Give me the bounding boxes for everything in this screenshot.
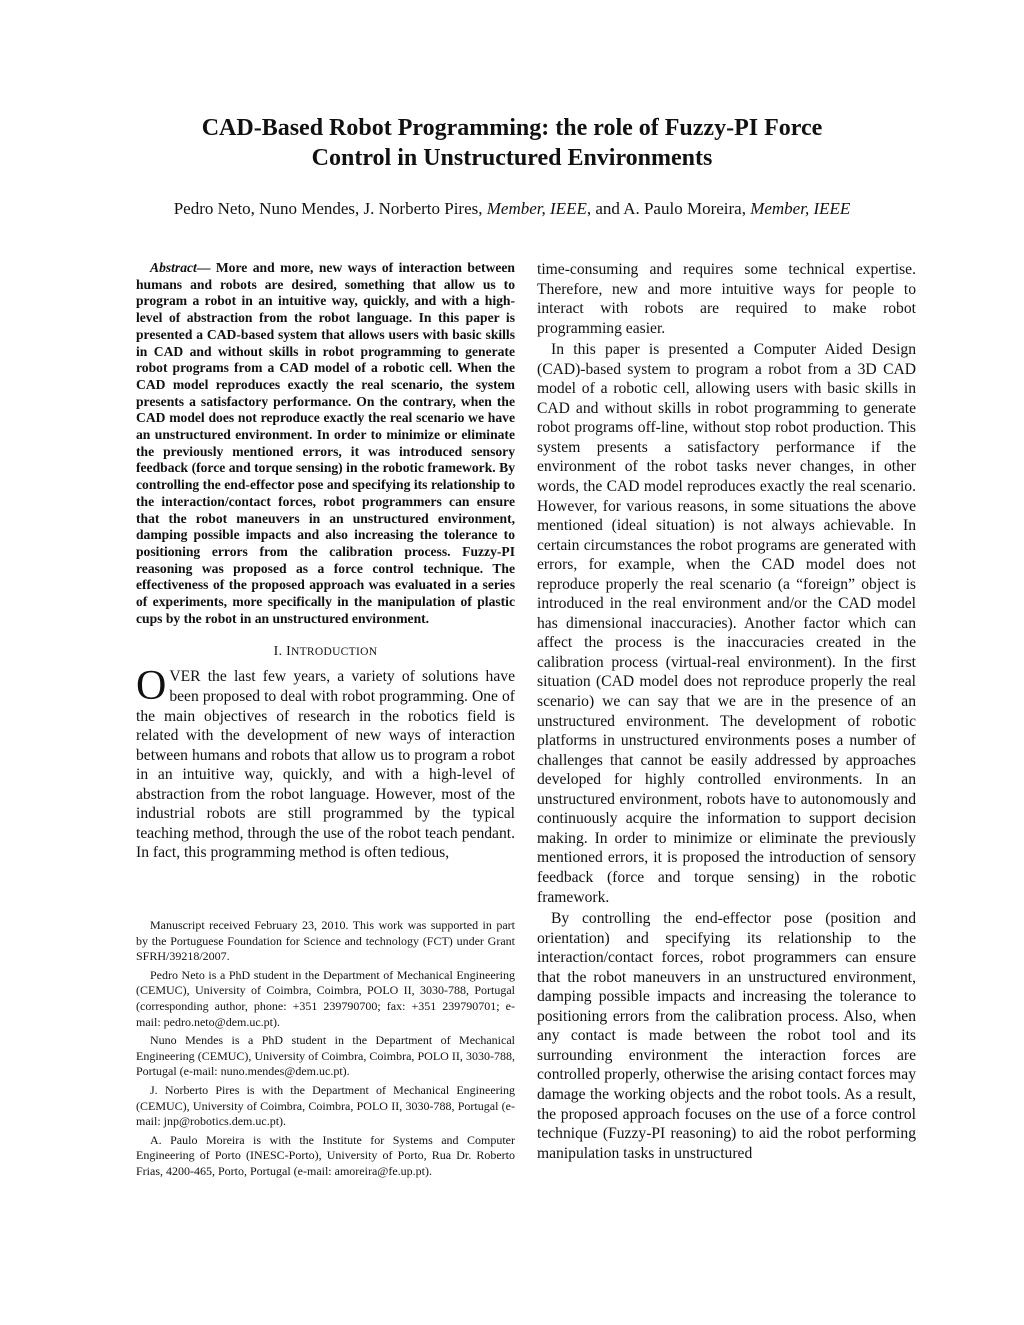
footnote-author-3: J. Norberto Pires is with the Department of Mechanical Engineering (CEMUC), University of Coimbra, Coimbra, POLO II, 3030-788, Portugal (e-mail: jnp@robotics.dem.uc.pt). bbox=[136, 1082, 515, 1129]
footnotes bbox=[136, 918, 515, 1183]
section-number: I. I bbox=[273, 643, 291, 659]
title-line-2: Control in Unstructured Environments bbox=[311, 145, 713, 171]
right-paragraph-1: time-consuming and requires some technical expertise. Therefore, new and more intuitive ways for people to interact with robots are required to make robot programming easier. bbox=[537, 261, 916, 337]
abstract-text: — More and more, new ways of interaction between humans and robots are desired, something that allow us to program a robot in an intuitive way, quickly, and with a high-level of abstraction from the robot language. In this paper is presented a CAD-based system that allows users with basic skills in CAD and without skills in robot programming to generate robot programs from a CAD model of a robotic cell. When the CAD model reproduces exactly the real scenario, the system presents a satisfactory performance. On the contrary, when the CAD model does not reproduce exactly the real scenario we have an unstructured environment. In order to minimize or eliminate the previously mentioned errors, it was introduced sensory feedback (force and torque sensing) in the robotic framework. By controlling the end-effector pose and specifying its relationship to the interaction/contact forces, robot programmers can ensure that the robot maneuvers in an unstructured environment, damping possible impacts and also increasing the tolerance to positioning errors from the calibration process. Fuzzy-PI reasoning was proposed as a force control technique. The effectiveness of the proposed approach was evaluated in a series of experiments, more specifically in the manipulation of plastic cups by the robot in an unstructured environment. bbox=[136, 260, 515, 626]
footnote-author-2: Nuno Mendes is a PhD student in the Department of Mechanical Engineering (CEMUC), University of Coimbra, Coimbra, POLO II, 3030-788, Portugal (e-mail: nuno.mendes@dem.uc.pt). bbox=[136, 1033, 515, 1079]
drop-cap: O bbox=[136, 663, 167, 710]
left-column bbox=[136, 260, 515, 863]
title-line-1: CAD-Based Robot Programming: the role of Fuzzy-PI Force bbox=[201, 115, 823, 141]
abstract bbox=[136, 260, 515, 627]
footnote-author-4: A. Paulo Moreira is with the Institute for Systems and Computer Engineering of Porto (INESC-Porto), University of Porto, Rua Dr. Roberto Frias, 4200-465, Porto, Portugal (e-mail: amoreira@fe.up.pt). bbox=[136, 1132, 515, 1178]
member-ieee-2: Member, IEEE bbox=[750, 199, 851, 218]
section-title: NTRODUCTION bbox=[290, 646, 378, 659]
right-column bbox=[537, 260, 916, 1163]
intro-paragraph bbox=[136, 663, 515, 862]
footnote-manuscript: Manuscript received February 23, 2010. This work was supported in part by the Portuguese Foundation for Science and technology (FCT) under Grant SFRH/39218/2007. bbox=[136, 918, 515, 964]
footnote-author-1: Pedro Neto is a PhD student in the Department of Mechanical Engineering (CEMUC), University of Coimbra, Coimbra, POLO II, 3030-788, Portugal (corresponding author, phone: +351 239790700; fax: +351 239790701; e-mail: pedro.neto@dem.uc.pt). bbox=[136, 967, 515, 1029]
right-paragraph-2: In this paper is presented a Computer Aided Design (CAD)-based system to program a robot from a 3D CAD model of a robotic cell, allowing users with basic skills in CAD and without skills in robot programming to generate robot programs off-line, without stop robot production. This system presents a satisfactory performance if the environment of the robot tasks never changes, in other words, the CAD model reproduces exactly the real scenario. However, for various reasons, in some situations the above mentioned (ideal situation) is not always achievable. In certain circumstances the robot programs are generated with errors, for example, when the CAD model does not reproduce properly the real scenario (a “foreign” object is introduced in the real environment and/or the CAD model has dimensional inaccuracies). Another factor which can affect the process is the inaccuracies created in the calibration process (virtual-real environment). In the first situation (CAD model does not reproduce properly the real scenario) we can say that we are in the presence of an unstructured environment. The development of robotic platforms in unstructured environments poses a number of challenges that cannot be easily addressed by approaches developed for highly controlled environments. In an unstructured environment, robots have to autonomously and continuously acquire the information to support decision making. In order to minimize or eliminate the previously mentioned errors, it is proposed the introduction of sensory feedback (force and torque sensing) in the robotic framework. bbox=[537, 341, 916, 906]
abstract-label: Abstract bbox=[150, 260, 197, 275]
authors-text-2: , and A. Paulo Moreira, bbox=[586, 199, 751, 218]
right-paragraph-3: By controlling the end-effector pose (position and orientation) and specifying its relationship to the interaction/contact forces, robot programmers can ensure that the robot maneuvers in an unstructured environment, damping possible impacts and increasing the tolerance to positioning errors from the calibration process. Also, when any contact is made between the robot tool and its surrounding environment the interaction forces are controlled properly, otherwise the arising contact forces may damage the working objects and the robot tools. As a result, the proposed approach focuses on the use of a force control technique (Fuzzy-PI reasoning) to aid the robot performing manipulation tasks in unstructured bbox=[537, 910, 916, 1162]
member-ieee-1: Member, IEEE bbox=[486, 199, 587, 218]
paper-title bbox=[0, 113, 1024, 173]
author-list bbox=[0, 198, 1024, 220]
authors-text-1: Pedro Neto, Nuno Mendes, J. Norberto Pires, bbox=[173, 199, 487, 218]
intro-paragraph-text: VER the last few years, a variety of solutions have been proposed to deal with robot programming. One of the main objectives of research in the robotics field is related with the development of new ways of interaction between humans and robots that allow us to program a robot in an intuitive way, quickly, and with a high-level of abstraction from the robot language. However, most of the industrial robots are still programmed by the typical teaching method, through the use of the robot teach pendant. In fact, this programming method is often tedious, bbox=[136, 668, 515, 862]
section-heading-introduction bbox=[136, 643, 515, 659]
